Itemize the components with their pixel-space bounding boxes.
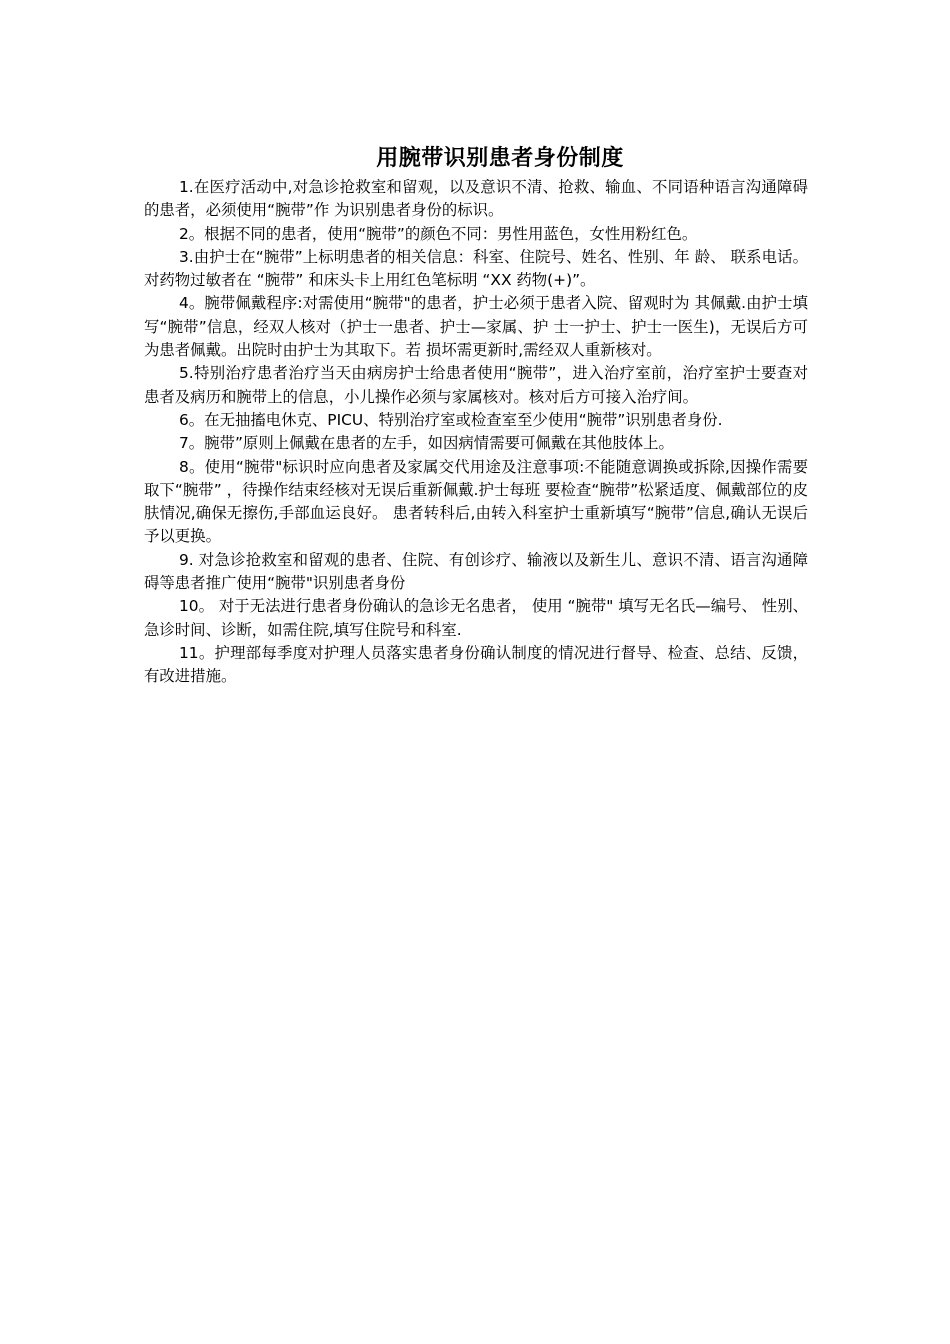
- paragraph-11: 11。护理部每季度对护理人员落实患者身份确认制度的情况进行督导、检查、总结、反馈，有改进措施。: [144, 643, 808, 686]
- paragraph-5: 5.特别治疗患者治疗当天由病房护士给患者使用“腕带”，进入治疗室前，治疗室护士要查对患者及病历和腕带上的信息，小儿操作必须与家属核对。核对后方可接入治疗间。: [144, 364, 808, 406]
- paragraph-4: 4。腕带佩戴程序:对需使用“腕带"的患者，护士必须于患者入院、留观时为 其佩戴.由护士填写“腕带”信息，经双人核对（护士一患者、护士—家属、护 士一护士、护士一医生)，无误后方可为患者佩戴。出院时由护士为其取下。若 损坏需更新时,需经双人重新核对。: [144, 294, 808, 360]
- paragraph-10: 10。 对于无法进行患者身份确认的急诊无名患者， 使用 “腕带" 填写无名氏—编号、 性别、急诊时间、诊断，如需住院,填写住院号和科室.: [144, 597, 808, 639]
- paragraph-8: 8。使用“腕带"标识时应向患者及家属交代用途及注意事项:不能随意调换或拆除,因操作需要取下“腕带” ，待操作结束经核对无误后重新佩戴.护士每班 要检查“腕带”松紧适度、佩戴部位的皮肤情况,确保无擦伤,手部血运良好。 患者转科后,由转入科室护士重新填写“腕带”信息,确认无误后予以更换。: [144, 457, 808, 546]
- paragraph-6: 6。在无抽搐电休克、PICU、特别治疗室或检查室至少使用“腕带”识别患者身份.: [179, 410, 723, 429]
- paragraph-3: 3.由护士在“腕带”上标明患者的相关信息：科室、住院号、姓名、性别、年 龄、 联系电话。 对药物过敏者在 “腕带” 和床头卡上用红色笔标明 “XX 药物(+)”。: [144, 247, 808, 290]
- paragraph-9: 9. 对急诊抢救室和留观的患者、住院、有创诊疗、输液以及新生儿、意识不清、语言沟通障碍等患者推广使用“腕带"识别患者身份: [144, 550, 808, 593]
- document-body: [144, 176, 808, 689]
- paragraph-1: 1.在医疗活动中,对急诊抢救室和留观，以及意识不清、抢救、输血、不同语种语言沟通障碍的患者，必须使用“腕带”作 为识别患者身份的标识。: [144, 178, 808, 220]
- paragraph-2: 2。根据不同的患者，使用“腕带”的颜色不同：男性用蓝色，女性用粉红色。: [179, 224, 698, 243]
- paragraph-7: 7。腕带”原则上佩戴在患者的左手，如因病情需要可佩戴在其他肢体上。: [179, 434, 674, 453]
- document-title: 用腕带识别患者身份制度: [376, 146, 624, 171]
